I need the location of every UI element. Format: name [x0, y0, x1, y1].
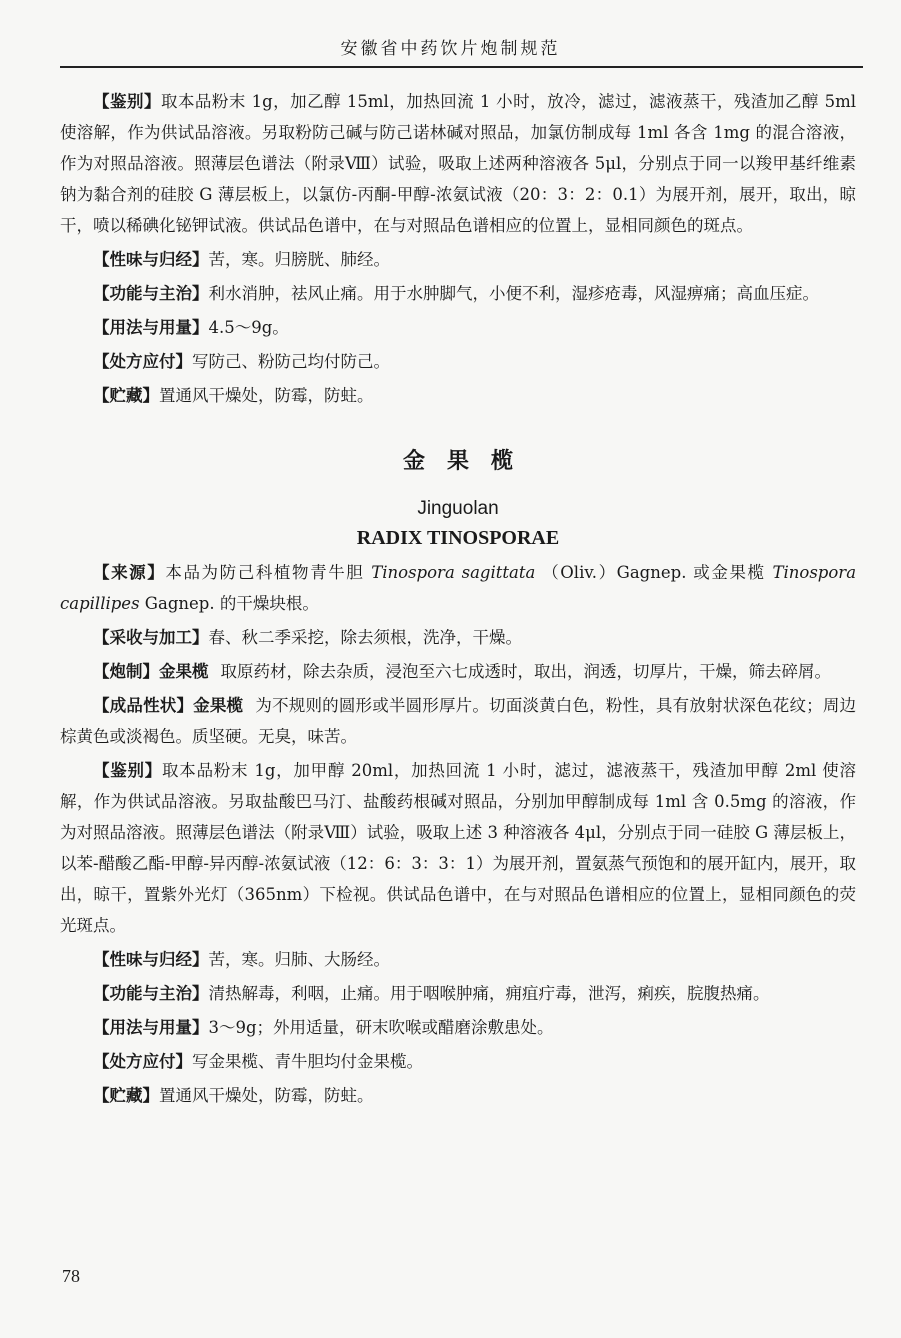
storage-paragraph: [60, 380, 856, 411]
section-function-indication-text: 清热解毒，利咽，止痛。用于咽喉肿痛，痈疽疔毒，泄泻，痢疾，脘腹热痛。: [208, 984, 770, 1003]
section-storage-text: 置通风干燥处，防霉，防蛀。: [159, 1086, 374, 1105]
processing-label: 【炮制】: [93, 662, 159, 681]
storage-label: 【贮藏】: [93, 386, 159, 405]
running-header: 安徽省中药饮片炮制规范: [340, 39, 561, 59]
nature-meridian-label: 【性味与归经】: [93, 250, 209, 269]
usage-dosage-text: 4.5～9g。: [208, 318, 289, 337]
section-identification-label: 【鉴别】: [93, 761, 163, 780]
identification-label: 【鉴别】: [93, 92, 161, 111]
nature-meridian-paragraph: [60, 244, 856, 275]
section-usage-dosage-text: 3～9g；外用适量，研末吹喉或醋磨涂敷患处。: [208, 1018, 554, 1037]
usage-dosage-paragraph: [60, 312, 856, 343]
function-indication-label: 【功能与主治】: [93, 284, 209, 303]
section-usage-dosage-paragraph: [60, 1012, 856, 1043]
product-character-label: 【成品性状】: [93, 696, 194, 715]
page-content: [60, 86, 856, 1114]
product-character-paragraph: [60, 690, 856, 752]
section-storage-paragraph: [60, 1080, 856, 1111]
section-identification-paragraph: [60, 755, 856, 941]
prescription-label: 【处方应付】: [93, 352, 192, 371]
section-storage-label: 【贮藏】: [93, 1086, 159, 1105]
section-identification-text: 取本品粉末 1g，加甲醇 20ml，加热回流 1 小时，滤过，滤液蒸干，残渣加甲醇 2ml 使溶解，作为供试品溶液。另取盐酸巴马汀、盐酸药根碱对照品，分别加甲醇制成每 1ml 含 0.5mg 的溶液，作为对照品溶液。照薄层色谱法（附录Ⅷ）试验，吸取上述 3 种溶液各 4μl，分别点于同一硅胶 G 薄层板上，以苯-醋酸乙酯-甲醇-异丙醇-浓氨试液（12：6：3：3：1）为展开剂，置氨蒸气预饱和的展开缸内，展开，取出，晾干，置紫外光灯（365nm）下检视。供试品色谱中，在与对照品色谱相应的位置上，显相同颜色的荧光斑点。: [60, 761, 857, 935]
harvest-label: 【采收与加工】: [93, 628, 209, 647]
processing-text: 取原药材，除去杂质，浸泡至六七成透时，取出，润透，切厚片，干燥，筛去碎屑。: [220, 662, 831, 681]
species-name-1: Tinospora sagittata: [371, 563, 536, 582]
species-name-2: Tinospora capillipes: [60, 563, 857, 613]
identification-paragraph: [60, 86, 856, 241]
section-prescription-text: 写金果榄、青牛胆均付金果榄。: [192, 1052, 423, 1071]
section-prescription-label: 【处方应付】: [93, 1052, 192, 1071]
identification-text: 取本品粉末 1g，加乙醇 15ml，加热回流 1 小时，放冷，滤过，滤液蒸干，残渣加乙醇 5ml 使溶解，作为供试品溶液。另取粉防己碱与防己诺林碱对照品，加氯仿制成每 1ml 各含 1mg 的混合溶液，作为对照品溶液。照薄层色谱法（附录Ⅷ）试验，吸取上述两种溶液各 5μl，分别点于同一以羧甲基纤维素钠为黏合剂的硅胶 G 薄层板上，以氯仿-丙酮-甲醇-浓氨试液（20：3：2：0.1）为展开剂，展开，取出，晾干，喷以稀碘化铋钾试液。供试品色谱中，在与对照品色谱相应的位置上，显相同颜色的斑点。: [60, 92, 857, 235]
section-nature-meridian-paragraph: [60, 944, 856, 975]
prescription-text: 写防己、粉防己均付防己。: [192, 352, 390, 371]
processing-keyword: 金果榄: [159, 662, 209, 681]
species-author-2: Gagnep. 的干燥块根。: [144, 594, 319, 613]
harvest-text: 春、秋二季采挖，除去须根，洗净，干燥。: [208, 628, 522, 647]
harvest-paragraph: [60, 622, 856, 653]
species-author-1: （Oliv.）Gagnep. 或金果榄: [542, 563, 766, 582]
section-function-indication-paragraph: [60, 978, 856, 1009]
page-number: 78: [62, 1266, 80, 1286]
function-indication-text: 利水消肿，祛风止痛。用于水肿脚气，小便不利，湿疹疮毒，风湿痹痛；高血压症。: [208, 284, 819, 303]
source-text: 本品为防己科植物青牛胆: [165, 563, 365, 582]
header-rule: [60, 66, 863, 68]
section-usage-dosage-label: 【用法与用量】: [93, 1018, 209, 1037]
prescription-paragraph: [60, 346, 856, 377]
section-title: 金果榄: [402, 449, 535, 474]
storage-text: 置通风干燥处，防霉，防蛀。: [159, 386, 374, 405]
section-prescription-paragraph: [60, 1046, 856, 1077]
section-pinyin: Jinguolan: [417, 498, 499, 519]
product-character-text: 为不规则的圆形或半圆形厚片。切面淡黄白色，粉性，具有放射状深色花纹；周边棕黄色或淡褐色。质坚硬。无臭，味苦。: [60, 696, 857, 746]
product-character-keyword: 金果榄: [193, 696, 244, 715]
nature-meridian-text: 苦，寒。归膀胱、肺经。: [208, 250, 390, 269]
section-latin-name: RADIX TINOSPORAE: [356, 527, 560, 549]
source-label: 【来源】: [93, 563, 166, 582]
processing-paragraph: [60, 656, 856, 687]
section-nature-meridian-label: 【性味与归经】: [93, 950, 209, 969]
section-function-indication-label: 【功能与主治】: [93, 984, 209, 1003]
source-paragraph: [60, 557, 856, 619]
usage-dosage-label: 【用法与用量】: [93, 318, 209, 337]
section-nature-meridian-text: 苦，寒。归肺、大肠经。: [208, 950, 390, 969]
function-indication-paragraph: [60, 278, 856, 309]
